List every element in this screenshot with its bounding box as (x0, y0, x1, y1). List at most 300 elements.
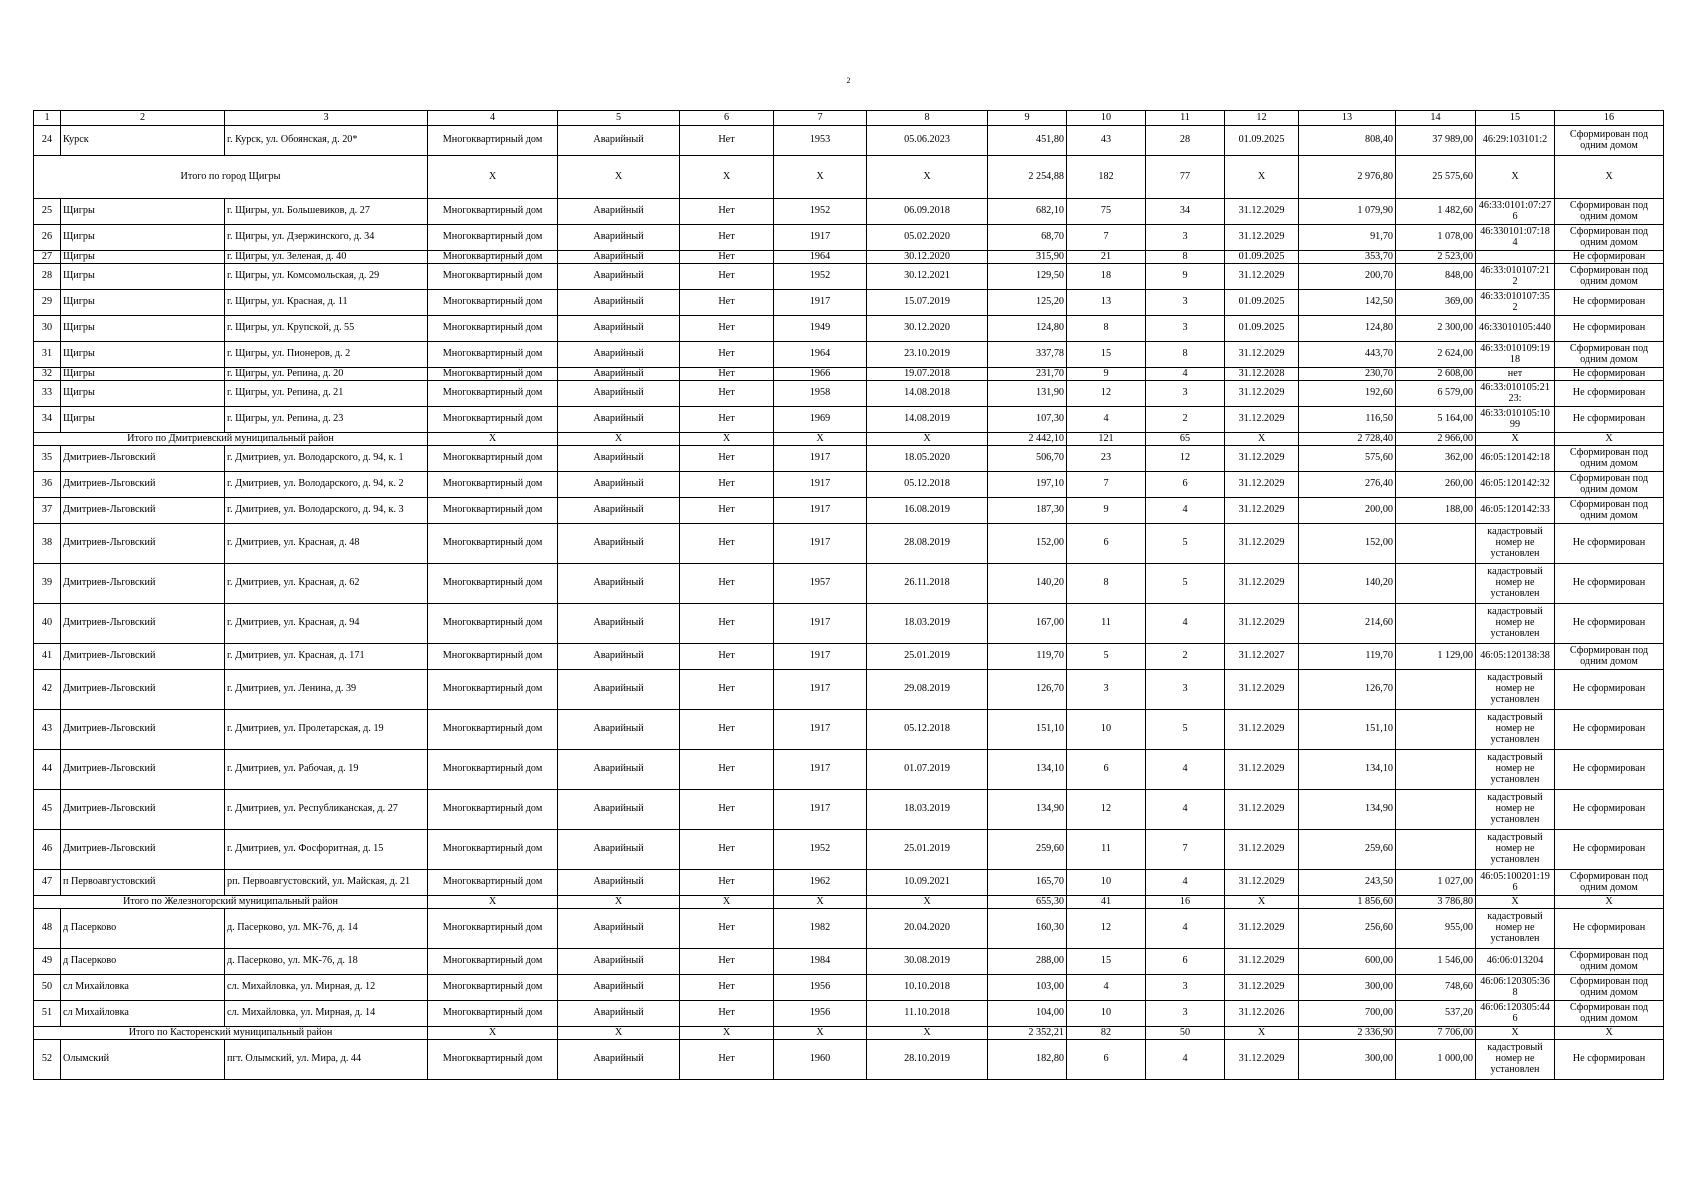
table-cell: 151,10 (1299, 710, 1396, 750)
subtotal-cell: X (680, 156, 774, 199)
table-cell: 31.12.2029 (1225, 949, 1299, 975)
table-cell: 31.12.2029 (1225, 407, 1299, 433)
table-cell: кадастровый номер не установлен (1476, 710, 1555, 750)
table-cell: 131,90 (988, 381, 1067, 407)
table-cell: 575,60 (1299, 446, 1396, 472)
subtotal-cell: 2 442,10 (988, 433, 1067, 446)
table-cell: 8 (1067, 564, 1146, 604)
table-cell: Многоквартирный дом (428, 975, 558, 1001)
table-cell: 50 (34, 975, 61, 1001)
table-cell: 1952 (774, 830, 867, 870)
table-cell: 30.12.2021 (867, 264, 988, 290)
subtotal-cell: X (867, 1027, 988, 1040)
subtotal-cell: X (774, 433, 867, 446)
table-cell: Нет (680, 830, 774, 870)
table-cell: 3 (1146, 290, 1225, 316)
table-cell: 107,30 (988, 407, 1067, 433)
table-cell: 9 (1067, 368, 1146, 381)
table-cell: 1917 (774, 225, 867, 251)
table-cell: Нет (680, 1001, 774, 1027)
table-row (34, 472, 1664, 498)
column-number-cell: 4 (428, 111, 558, 126)
table-cell: г. Щигры, ул. Большевиков, д. 27 (225, 199, 428, 225)
column-number-header (34, 111, 1664, 126)
table-cell: 46:330101:07:184 (1476, 225, 1555, 251)
table-cell: Дмитриев-Льговский (61, 750, 225, 790)
table-cell: 14.08.2019 (867, 407, 988, 433)
subtotal-cell: X (558, 156, 680, 199)
table-cell: Нет (680, 251, 774, 264)
table-cell: Многоквартирный дом (428, 225, 558, 251)
table-cell: 231,70 (988, 368, 1067, 381)
table-cell: Дмитриев-Льговский (61, 604, 225, 644)
subtotal-cell: 3 786,80 (1396, 896, 1476, 909)
table-cell: 6 (1067, 1040, 1146, 1080)
column-number-cell: 9 (988, 111, 1067, 126)
table-cell: 33 (34, 381, 61, 407)
table-row (34, 670, 1664, 710)
table-cell: Нет (680, 316, 774, 342)
table-cell: 31.12.2029 (1225, 342, 1299, 368)
table-cell: 1 482,60 (1396, 199, 1476, 225)
table-cell: 200,00 (1299, 498, 1396, 524)
table-cell: Нет (680, 909, 774, 949)
table-cell: 11 (1067, 604, 1146, 644)
table-cell: Аварийный (558, 126, 680, 156)
table-cell: 30 (34, 316, 61, 342)
table-cell: 1917 (774, 290, 867, 316)
table-cell: Многоквартирный дом (428, 407, 558, 433)
table-cell: 31.12.2026 (1225, 1001, 1299, 1027)
table-cell: 28.10.2019 (867, 1040, 988, 1080)
table-cell: 14.08.2018 (867, 381, 988, 407)
table-cell: 31.12.2029 (1225, 225, 1299, 251)
table-cell: 23.10.2019 (867, 342, 988, 368)
table-cell: д Пасерково (61, 909, 225, 949)
table-cell: Не сформирован (1555, 604, 1664, 644)
table-cell: 1 027,00 (1396, 870, 1476, 896)
table-cell: 1956 (774, 975, 867, 1001)
table-cell: 4 (1146, 909, 1225, 949)
table-row (34, 498, 1664, 524)
table-cell: 28.08.2019 (867, 524, 988, 564)
table-cell: 26.11.2018 (867, 564, 988, 604)
table-row (34, 251, 1664, 264)
table-cell: 152,00 (1299, 524, 1396, 564)
table-cell: г. Щигры, ул. Репина, д. 20 (225, 368, 428, 381)
table-cell: Сформирован под одним домом (1555, 1001, 1664, 1027)
table-cell: 134,90 (988, 790, 1067, 830)
table-cell: 30.12.2020 (867, 251, 988, 264)
table-cell (1396, 670, 1476, 710)
subtotal-label: Итого по Дмитриевский муниципальный район (34, 433, 428, 446)
subtotal-cell: 2 976,80 (1299, 156, 1396, 199)
table-cell: 10 (1067, 870, 1146, 896)
column-number-cell: 6 (680, 111, 774, 126)
table-cell: 160,30 (988, 909, 1067, 949)
table-cell: сл. Михайловка, ул. Мирная, д. 14 (225, 1001, 428, 1027)
table-cell: 42 (34, 670, 61, 710)
table-cell: 12 (1067, 790, 1146, 830)
table-cell: 01.09.2025 (1225, 126, 1299, 156)
table-cell: Дмитриев-Льговский (61, 564, 225, 604)
table-cell: 31.12.2029 (1225, 199, 1299, 225)
table-row (34, 1040, 1664, 1080)
table-cell: 187,30 (988, 498, 1067, 524)
table-cell: г. Дмитриев, ул. Красная, д. 94 (225, 604, 428, 644)
table-cell: 167,00 (988, 604, 1067, 644)
table-cell: Многоквартирный дом (428, 316, 558, 342)
table-cell: г. Щигры, ул. Пионеров, д. 2 (225, 342, 428, 368)
table-cell: 1957 (774, 564, 867, 604)
table-cell: 5 164,00 (1396, 407, 1476, 433)
table-cell: 1964 (774, 342, 867, 368)
table-cell: Щигры (61, 251, 225, 264)
table-cell: 4 (1067, 407, 1146, 433)
table-cell: 46:05:120142:33 (1476, 498, 1555, 524)
table-cell: Многоквартирный дом (428, 909, 558, 949)
table-cell: 2 (1146, 407, 1225, 433)
table-cell: 1917 (774, 524, 867, 564)
table-cell: 506,70 (988, 446, 1067, 472)
table-cell: г. Щигры, ул. Репина, д. 23 (225, 407, 428, 433)
table-cell: 46:33010105:440 (1476, 316, 1555, 342)
subtotal-cell: 65 (1146, 433, 1225, 446)
table-row (34, 126, 1664, 156)
subtotal-cell: 2 352,21 (988, 1027, 1067, 1040)
table-cell: 46:29:103101:2 (1476, 126, 1555, 156)
table-cell: Аварийный (558, 604, 680, 644)
table-row (34, 975, 1664, 1001)
table-cell: 35 (34, 446, 61, 472)
table-row (34, 830, 1664, 870)
table-cell: 11 (1067, 830, 1146, 870)
table-cell: Аварийный (558, 564, 680, 604)
table-cell: Не сформирован (1555, 524, 1664, 564)
table-cell: 4 (1146, 750, 1225, 790)
table-cell: 12 (1146, 446, 1225, 472)
table-cell: 124,80 (1299, 316, 1396, 342)
table-row (34, 225, 1664, 251)
subtotal-cell: 182 (1067, 156, 1146, 199)
table-cell: 3 (1067, 670, 1146, 710)
table-cell: 8 (1146, 251, 1225, 264)
table-cell: Многоквартирный дом (428, 790, 558, 830)
table-cell: 05.12.2018 (867, 710, 988, 750)
table-cell: Многоквартирный дом (428, 870, 558, 896)
table-row (34, 750, 1664, 790)
table-cell: Щигры (61, 368, 225, 381)
table-cell: Нет (680, 870, 774, 896)
table-cell: 13 (1067, 290, 1146, 316)
table-cell: 126,70 (1299, 670, 1396, 710)
subtotal-cell: X (1555, 156, 1664, 199)
table-cell: Сформирован под одним домом (1555, 870, 1664, 896)
table-cell: 31.12.2029 (1225, 870, 1299, 896)
table-cell: Дмитриев-Льговский (61, 830, 225, 870)
table-cell: 31.12.2029 (1225, 710, 1299, 750)
table-cell: 3 (1146, 225, 1225, 251)
table-cell: сл. Михайловка, ул. Мирная, д. 12 (225, 975, 428, 1001)
table-cell: Сформирован под одним домом (1555, 342, 1664, 368)
table-cell: кадастровый номер не установлен (1476, 750, 1555, 790)
table-cell: 443,70 (1299, 342, 1396, 368)
table-cell: 23 (1067, 446, 1146, 472)
table-cell: 9 (1146, 264, 1225, 290)
table-cell: 46:06:120305:368 (1476, 975, 1555, 1001)
column-number-cell: 5 (558, 111, 680, 126)
table-cell: Не сформирован (1555, 407, 1664, 433)
table-cell: 1949 (774, 316, 867, 342)
table-cell: 7 (1067, 225, 1146, 251)
table-cell: Нет (680, 342, 774, 368)
table-cell: 276,40 (1299, 472, 1396, 498)
table-cell: г. Дмитриев, ул. Рабочая, д. 19 (225, 750, 428, 790)
table-cell: Аварийный (558, 472, 680, 498)
subtotal-cell: X (558, 433, 680, 446)
table-cell: 119,70 (1299, 644, 1396, 670)
table-cell: 9 (1067, 498, 1146, 524)
column-number-cell: 11 (1146, 111, 1225, 126)
table-cell: 1917 (774, 446, 867, 472)
table-cell: 27 (34, 251, 61, 264)
table-cell: д. Пасерково, ул. МК-76, д. 18 (225, 949, 428, 975)
table-cell: 116,50 (1299, 407, 1396, 433)
subtotal-cell: X (1225, 156, 1299, 199)
column-number-cell: 12 (1225, 111, 1299, 126)
table-cell: 1917 (774, 750, 867, 790)
table-cell: нет (1476, 368, 1555, 381)
table-cell: 01.09.2025 (1225, 251, 1299, 264)
column-number-cell: 15 (1476, 111, 1555, 126)
table-cell: 46:06:120305:446 (1476, 1001, 1555, 1027)
table-cell: 16.08.2019 (867, 498, 988, 524)
table-cell: 48 (34, 909, 61, 949)
table-cell: Щигры (61, 342, 225, 368)
table-cell: 19.07.2018 (867, 368, 988, 381)
table-cell: Многоквартирный дом (428, 564, 558, 604)
table-cell: 200,70 (1299, 264, 1396, 290)
table-cell: Сформирован под одним домом (1555, 126, 1664, 156)
table-cell: Аварийный (558, 909, 680, 949)
subtotal-row (34, 896, 1664, 909)
table-cell: Нет (680, 126, 774, 156)
table-cell: 15 (1067, 949, 1146, 975)
table-cell: Нет (680, 381, 774, 407)
table-cell: Многоквартирный дом (428, 830, 558, 870)
table-cell: 5 (1067, 644, 1146, 670)
table-cell: 91,70 (1299, 225, 1396, 251)
subtotal-cell: X (558, 1027, 680, 1040)
table-cell: 808,40 (1299, 126, 1396, 156)
table-cell: Олымский (61, 1040, 225, 1080)
table-cell: Нет (680, 264, 774, 290)
column-number-cell: 3 (225, 111, 428, 126)
table-cell: 1 000,00 (1396, 1040, 1476, 1080)
table-cell: 260,00 (1396, 472, 1476, 498)
table-cell: Щигры (61, 225, 225, 251)
table-cell: 46:33:010105:1099 (1476, 407, 1555, 433)
table-cell: 2 608,00 (1396, 368, 1476, 381)
table-cell: 31.12.2029 (1225, 498, 1299, 524)
table-cell: Сформирован под одним домом (1555, 949, 1664, 975)
table-cell: Щигры (61, 407, 225, 433)
table-cell: 6 (1067, 750, 1146, 790)
table-cell: 2 624,00 (1396, 342, 1476, 368)
subtotal-cell: X (680, 433, 774, 446)
table-cell: 31.12.2029 (1225, 1040, 1299, 1080)
table-cell: 353,70 (1299, 251, 1396, 264)
table-cell: Нет (680, 1040, 774, 1080)
table-cell: Нет (680, 368, 774, 381)
table-cell: кадастровый номер не установлен (1476, 670, 1555, 710)
table-cell: 32 (34, 368, 61, 381)
table-cell: 600,00 (1299, 949, 1396, 975)
table-cell: 3 (1146, 975, 1225, 1001)
table-cell: п Первоавгустовский (61, 870, 225, 896)
table-cell: Сформирован под одним домом (1555, 446, 1664, 472)
table-cell: 31.12.2028 (1225, 368, 1299, 381)
table-cell: Дмитриев-Льговский (61, 670, 225, 710)
table-row (34, 446, 1664, 472)
table-cell: Аварийный (558, 670, 680, 710)
table-cell: 1917 (774, 790, 867, 830)
table-cell: Не сформирован (1555, 909, 1664, 949)
table-cell: кадастровый номер не установлен (1476, 909, 1555, 949)
table-cell: Дмитриев-Льговский (61, 446, 225, 472)
table-cell: г. Щигры, ул. Крупской, д. 55 (225, 316, 428, 342)
table-cell: г. Дмитриев, ул. Республиканская, д. 27 (225, 790, 428, 830)
table-cell: 214,60 (1299, 604, 1396, 644)
subtotal-cell: 16 (1146, 896, 1225, 909)
table-cell: 12 (1067, 381, 1146, 407)
table-cell: Многоквартирный дом (428, 498, 558, 524)
table-cell: Многоквартирный дом (428, 251, 558, 264)
table-cell: 31.12.2029 (1225, 604, 1299, 644)
table-cell: 6 (1146, 949, 1225, 975)
subtotal-cell: X (428, 896, 558, 909)
table-row (34, 604, 1664, 644)
table-cell: 1 079,90 (1299, 199, 1396, 225)
table-cell: Не сформирован (1555, 316, 1664, 342)
table-cell: 31.12.2029 (1225, 446, 1299, 472)
table-cell: Не сформирован (1555, 251, 1664, 264)
table-cell: Не сформирован (1555, 381, 1664, 407)
table-cell: Многоквартирный дом (428, 381, 558, 407)
table-cell: Многоквартирный дом (428, 472, 558, 498)
table-cell: г. Дмитриев, ул. Фосфоритная, д. 15 (225, 830, 428, 870)
table-cell: 25 (34, 199, 61, 225)
table-cell: Щигры (61, 381, 225, 407)
table-cell: 5 (1146, 710, 1225, 750)
table-cell: г. Дмитриев, ул. Володарского, д. 94, к. 2 (225, 472, 428, 498)
table-cell: 6 (1067, 524, 1146, 564)
subtotal-cell: X (1555, 1027, 1664, 1040)
table-cell: 151,10 (988, 710, 1067, 750)
subtotal-cell: 50 (1146, 1027, 1225, 1040)
table-cell: 18 (1067, 264, 1146, 290)
table-cell: 43 (1067, 126, 1146, 156)
table-cell: 28 (34, 264, 61, 290)
table-cell: Аварийный (558, 251, 680, 264)
table-row (34, 524, 1664, 564)
table-cell: 46:33:010107:212 (1476, 264, 1555, 290)
table-cell: 4 (1146, 368, 1225, 381)
table-cell: 4 (1146, 498, 1225, 524)
subtotal-row (34, 433, 1664, 446)
table-cell: г. Дмитриев, ул. Красная, д. 171 (225, 644, 428, 670)
table-cell: Аварийный (558, 446, 680, 472)
table-cell: Аварийный (558, 290, 680, 316)
subtotal-cell: X (867, 433, 988, 446)
table-cell: 15 (1067, 342, 1146, 368)
table-cell: д Пасерково (61, 949, 225, 975)
column-number-cell: 8 (867, 111, 988, 126)
table-cell: 300,00 (1299, 975, 1396, 1001)
table-cell: г. Дмитриев, ул. Красная, д. 62 (225, 564, 428, 604)
subtotal-cell: X (428, 156, 558, 199)
table-cell: Сформирован под одним домом (1555, 498, 1664, 524)
table-cell: 01.07.2019 (867, 750, 988, 790)
table-cell: 37 (34, 498, 61, 524)
table-cell: Щигры (61, 290, 225, 316)
table-cell: 955,00 (1396, 909, 1476, 949)
table-cell: Аварийный (558, 381, 680, 407)
table-cell: Нет (680, 407, 774, 433)
table-cell: 44 (34, 750, 61, 790)
table-cell: 12 (1067, 909, 1146, 949)
table-cell: 682,10 (988, 199, 1067, 225)
table-cell: г. Дмитриев, ул. Володарского, д. 94, к. 3 (225, 498, 428, 524)
column-number-cell: 7 (774, 111, 867, 126)
table-row (34, 644, 1664, 670)
table-cell: 30.12.2020 (867, 316, 988, 342)
table-cell: кадастровый номер не установлен (1476, 564, 1555, 604)
housing-register-table (33, 110, 1664, 1080)
table-cell: 134,10 (988, 750, 1067, 790)
table-cell: 30.08.2019 (867, 949, 988, 975)
table-cell: Нет (680, 225, 774, 251)
page-number: 2 (846, 76, 851, 85)
table-cell: 103,00 (988, 975, 1067, 1001)
subtotal-cell: 7 706,00 (1396, 1027, 1476, 1040)
table-row (34, 368, 1664, 381)
table-row (34, 1001, 1664, 1027)
table-cell: 230,70 (1299, 368, 1396, 381)
table-cell: 01.09.2025 (1225, 290, 1299, 316)
table-cell: г. Щигры, ул. Красная, д. 11 (225, 290, 428, 316)
table-cell: 140,20 (1299, 564, 1396, 604)
table-cell: 31.12.2029 (1225, 830, 1299, 870)
table-cell: 2 523,00 (1396, 251, 1476, 264)
table-cell: 25.01.2019 (867, 830, 988, 870)
table-cell: 197,10 (988, 472, 1067, 498)
table-cell: 06.09.2018 (867, 199, 988, 225)
table-cell: Многоквартирный дом (428, 670, 558, 710)
table-cell: 259,60 (988, 830, 1067, 870)
subtotal-cell: X (1476, 1027, 1555, 1040)
table-cell: Нет (680, 670, 774, 710)
table-cell: Аварийный (558, 407, 680, 433)
table-cell: 256,60 (1299, 909, 1396, 949)
table-cell: 8 (1146, 342, 1225, 368)
table-cell: Аварийный (558, 316, 680, 342)
table-cell: 43 (34, 710, 61, 750)
table-cell: Многоквартирный дом (428, 446, 558, 472)
table-cell: 1917 (774, 604, 867, 644)
subtotal-row (34, 156, 1664, 199)
table-cell: Аварийный (558, 1040, 680, 1080)
